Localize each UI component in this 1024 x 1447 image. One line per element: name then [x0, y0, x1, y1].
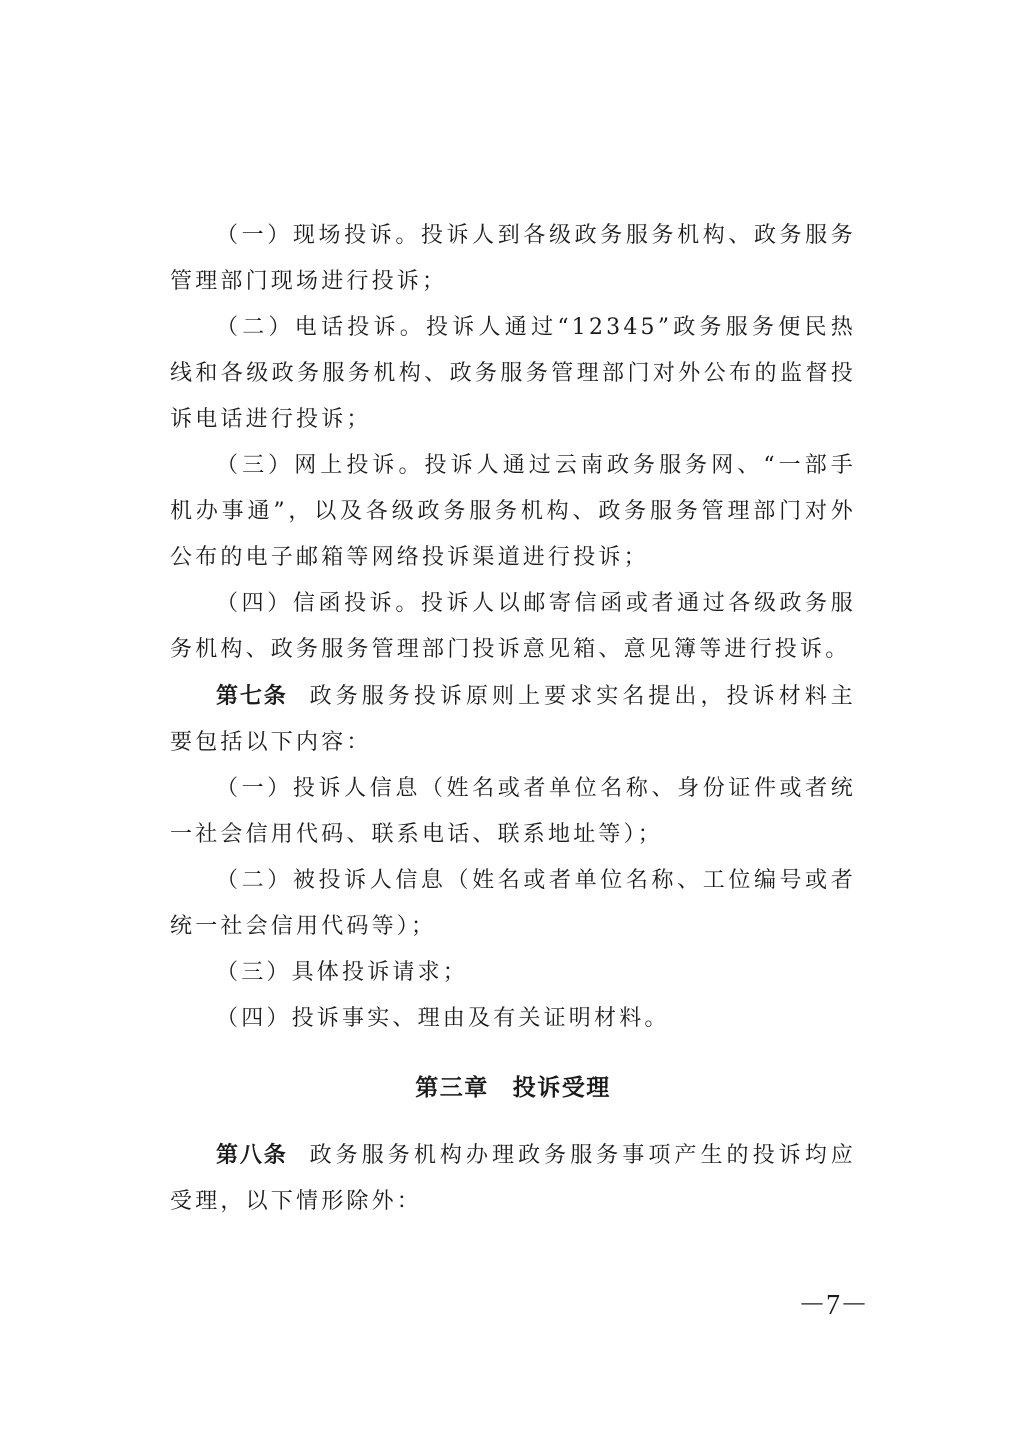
article-7-text: 政务服务投诉原则上要求实名提出，投诉材料主要包括以下内容：	[170, 684, 856, 755]
article-7	[170, 673, 856, 766]
article-7-label: 第七条	[216, 683, 288, 709]
article-8-label: 第八条	[216, 1142, 288, 1168]
paragraph-channel-letter: （四）信函投诉。投诉人以邮寄信函或者通过各级政务服务机构、政务服务管理部门投诉意见箱、意见簿等进行投诉。	[170, 591, 856, 662]
paragraph-content-respondent: （二）被投诉人信息（姓名或者单位名称、工位编号或者统一社会信用代码等）；	[170, 868, 856, 939]
paragraph-channel-onsite: （一）现场投诉。投诉人到各级政务服务机构、政务服务管理部门现场进行投诉；	[170, 223, 856, 294]
body-text	[170, 213, 856, 1225]
paragraph-channel-online: （三）网上投诉。投诉人通过云南政务服务网、“一部手机办事通”，以及各级政务服务机构、政务服务管理部门对外公布的电子邮箱等网络投诉渠道进行投诉；	[170, 453, 856, 570]
article-8-text: 政务服务机构办理政务服务事项产生的投诉均应受理，以下情形除外：	[170, 1143, 856, 1214]
chapter-title: 投诉受理	[512, 1074, 611, 1101]
paragraph-content-request: （三）具体投诉请求；	[216, 960, 469, 985]
chapter-heading	[170, 1058, 856, 1118]
paragraph-channel-phone: （二）电话投诉。投诉人通过“12345”政务服务便民热线和各级政务服务机构、政务服务管理部门对外公布的监督投诉电话进行投诉；	[170, 315, 856, 432]
article-8	[170, 1132, 856, 1225]
page-number: －7－	[797, 1290, 868, 1321]
paragraph-content-complainant: （一）投诉人信息（姓名或者单位名称、身份证件或者统一社会信用代码、联系电话、联系地址等）；	[170, 776, 856, 847]
chapter-number: 第三章	[415, 1074, 489, 1101]
paragraph-content-facts: （四）投诉事实、理由及有关证明材料。	[216, 1006, 670, 1031]
